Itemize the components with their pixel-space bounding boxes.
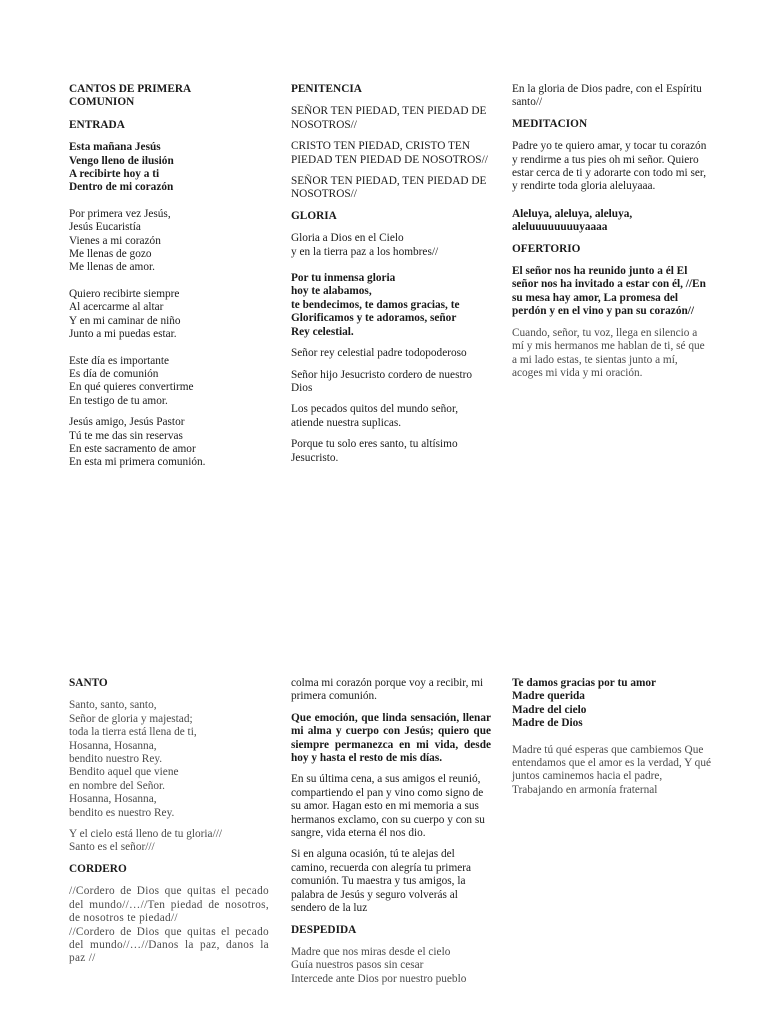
page2-column-2 [291, 677, 491, 986]
verse-line: bendito nuestro Rey. [69, 753, 163, 766]
verse-line: Vengo lleno de ilusión [69, 154, 174, 167]
verse-line: Quiero recibirte siempre [69, 287, 180, 300]
verse-line: Este día es importante [69, 354, 170, 367]
meditacion-heading: MEDITACION [512, 117, 588, 130]
verse-line: Gloria a Dios en el Cielo [291, 232, 404, 245]
madre-verse: Madre tú qué esperas que cambiemos Que entendamos que el amor es la verdad, Y qué juntos caminemos hacia el padre, Trabajando en armonía fraternal [512, 743, 711, 796]
gloria-verse: Señor hijo Jesucristo cordero de nuestro Dios [291, 368, 473, 394]
gloria-verse [291, 232, 491, 259]
verse-line: En qué quieres convertirme [69, 381, 194, 394]
cordero-verse [69, 885, 269, 965]
verse-line: En esta mi primera comunión. [69, 456, 206, 469]
verse-line: Guía nuestros pasos sin cesar [291, 959, 424, 972]
verse-line: atiende nuestra suplicas. [291, 416, 402, 429]
despedida-verse [291, 946, 491, 986]
page1-column-3 [512, 83, 712, 388]
verse-line: Hosanna, Hosanna, [69, 739, 157, 752]
verse-line: Y el cielo está lleno de tu gloria/// [69, 828, 222, 841]
verse-line: En testigo de tu amor. [69, 394, 168, 407]
verse-line: Madre querida [512, 690, 585, 703]
verse-line: Te damos gracias por tu amor [512, 677, 657, 689]
verse-line: y en la tierra paz a los hombres// [291, 245, 439, 258]
verse-line: //Cordero de Dios que quitas el pecado del mundo//…//Danos la paz, danos la paz // [69, 925, 269, 965]
ofertorio-chorus: El señor nos ha reunido junto a él El señor nos ha invitado a estar con él, //En su mesa hay amor, La promesa del perdón y en el vino y pan su corazón// [512, 265, 706, 318]
verse-line: toda la tierra está llena de ti, [69, 726, 197, 739]
gracias-chorus [512, 677, 712, 731]
verse-line: acoges mi vida y mi oración. [512, 366, 643, 379]
penitencia-verse: SEÑOR TEN PIEDAD, TEN PIEDAD DE NOSOTROS// [291, 105, 487, 131]
title-line: CANTOS DE PRIMERA [69, 83, 192, 95]
ofertorio-heading: OFERTORIO [512, 242, 581, 255]
gloria-verse: Porque tu solo eres santo, tu altísimo Jesucristo. [291, 438, 458, 464]
verse-line: Dentro de mi corazón [69, 181, 174, 194]
document-title [69, 83, 269, 110]
entrada-stanza-3 [69, 355, 269, 409]
gloria-verse: Señor rey celestial padre todopoderoso [291, 347, 467, 360]
title-line: COMUNION [69, 96, 135, 109]
gloria-chorus [291, 272, 491, 339]
entrada-stanza-1 [69, 208, 269, 275]
verse-line: Me llenas de gozo [69, 248, 152, 261]
verse-line: Rey celestial. [291, 325, 354, 338]
comunion-verse: colma mi corazón porque voy a recibir, mi primera comunión. [291, 677, 484, 703]
entrada-stanza-4 [69, 416, 269, 470]
cena-verse: En su última cena, a sus amigos el reunió, compartiendo el pan y vino como signo de su amor. Hagan esto en mi memoria a sus hermanos exclamo, con su cuerpo y con su sangre, vida eterna él nos dio. [291, 773, 485, 840]
verse-line: Junto a mi puedas estar. [69, 328, 177, 341]
gloria-heading: GLORIA [291, 209, 337, 222]
entrada-chorus [69, 141, 269, 195]
penitencia-heading: PENITENCIA [291, 83, 362, 95]
page1-column-1 [69, 83, 269, 478]
penitencia-verse: SEÑOR TEN PIEDAD, TEN PIEDAD DE NOSOTROS// [291, 175, 487, 201]
verse-line: Jesús Eucaristía [69, 221, 141, 234]
verse-line: Madre que nos miras desde el cielo [291, 945, 451, 958]
verse-line: Me llenas de amor. [69, 261, 155, 274]
santo-heading: SANTO [69, 677, 108, 689]
aleluya-verse [512, 208, 712, 235]
santo-ending [69, 828, 269, 855]
verse-line: Y en mi caminar de niño [69, 314, 181, 327]
entrada-stanza-2 [69, 288, 269, 342]
penitencia-verse: CRISTO TEN PIEDAD, CRISTO TEN PIEDAD TEN PIEDAD DE NOSOTROS// [291, 140, 488, 166]
verse-line: Bendito aquel que viene [69, 766, 179, 779]
verse-line: Intercede ante Dios por nuestro pueblo [291, 972, 467, 985]
verse-line: En este sacramento de amor [69, 442, 196, 455]
verse-line: Aleluya, aleluya, aleluya, [512, 207, 633, 220]
verse-line: Vienes a mi corazón [69, 234, 161, 247]
ofertorio-verse [512, 327, 712, 381]
verse-line: Madre del cielo [512, 703, 587, 716]
verse-line: Los pecados quitos del mundo señor, [291, 403, 459, 416]
despedida-heading: DESPEDIDA [291, 923, 357, 936]
verse-line: Jesús amigo, Jesús Pastor [69, 416, 185, 429]
verse-line: Tú te me das sin reservas [69, 429, 183, 442]
verse-line: Glorificamos y te adoramos, señor [291, 312, 457, 325]
verse-line: Por primera vez Jesús, [69, 207, 171, 220]
verse-line: Santo es el señor/// [69, 841, 155, 854]
gloria-verse [291, 403, 491, 430]
verse-line: en nombre del Señor. [69, 779, 166, 792]
verse-line: Cuando, señor, tu voz, llega en silencio a mí y mis hermanos me hablan de ti, sé que a mi lado estas, te sientas junto a mí, [512, 326, 705, 366]
verse-line: Esta mañana Jesús [69, 141, 161, 154]
emocion-chorus: Que emoción, que linda sensación, llenar mi alma y cuerpo con Jesús; quiero que siempre permanezca en mi vida, desde hoy y hasta el resto de mis días. [291, 711, 491, 765]
gloria-ending: En la gloria de Dios padre, con el Espíritu santo// [512, 83, 702, 109]
page2-column-3 [512, 677, 712, 805]
verse-line: Señor de gloria y majestad; [69, 712, 193, 725]
ocasion-verse: Si en alguna ocasión, tú te alejas del camino, recuerda con alegría tu primera comunión. Tu maestra y tus amigos, la palabra de Jesús y seguro volverás al sendero de la luz [291, 848, 472, 915]
meditacion-verse: Padre yo te quiero amar, y tocar tu corazón y rendirme a tus pies oh mi señor. Quiero estar cerca de ti y adorarte con todo mi ser, y rendirte toda gloria aleluyaaa. [512, 140, 707, 193]
verse-line: Madre de Dios [512, 717, 583, 730]
verse-line: Por tu inmensa gloria [291, 272, 396, 285]
santo-verse [69, 699, 269, 820]
page1-column-2 [291, 83, 491, 473]
verse-line: Hosanna, Hosanna, [69, 793, 157, 806]
verse-line: Santo, santo, santo, [69, 699, 157, 712]
verse-line: Al acercarme al altar [69, 301, 164, 314]
verse-line: te bendecimos, te damos gracias, te [291, 298, 460, 311]
verse-line: //Cordero de Dios que quitas el pecado del mundo//…//Ten piedad de nosotros, de nosotros te piedad// [69, 885, 269, 925]
entrada-heading: ENTRADA [69, 118, 125, 131]
verse-line: Es día de comunión [69, 367, 159, 380]
cordero-heading: CORDERO [69, 862, 127, 875]
verse-line: aleluuuuuuuuyaaaa [512, 221, 608, 234]
verse-line: bendito es nuestro Rey. [69, 806, 175, 819]
verse-line: hoy te alabamos, [291, 285, 372, 298]
verse-line: A recibirte hoy a ti [69, 168, 160, 181]
page2-column-1 [69, 677, 269, 966]
